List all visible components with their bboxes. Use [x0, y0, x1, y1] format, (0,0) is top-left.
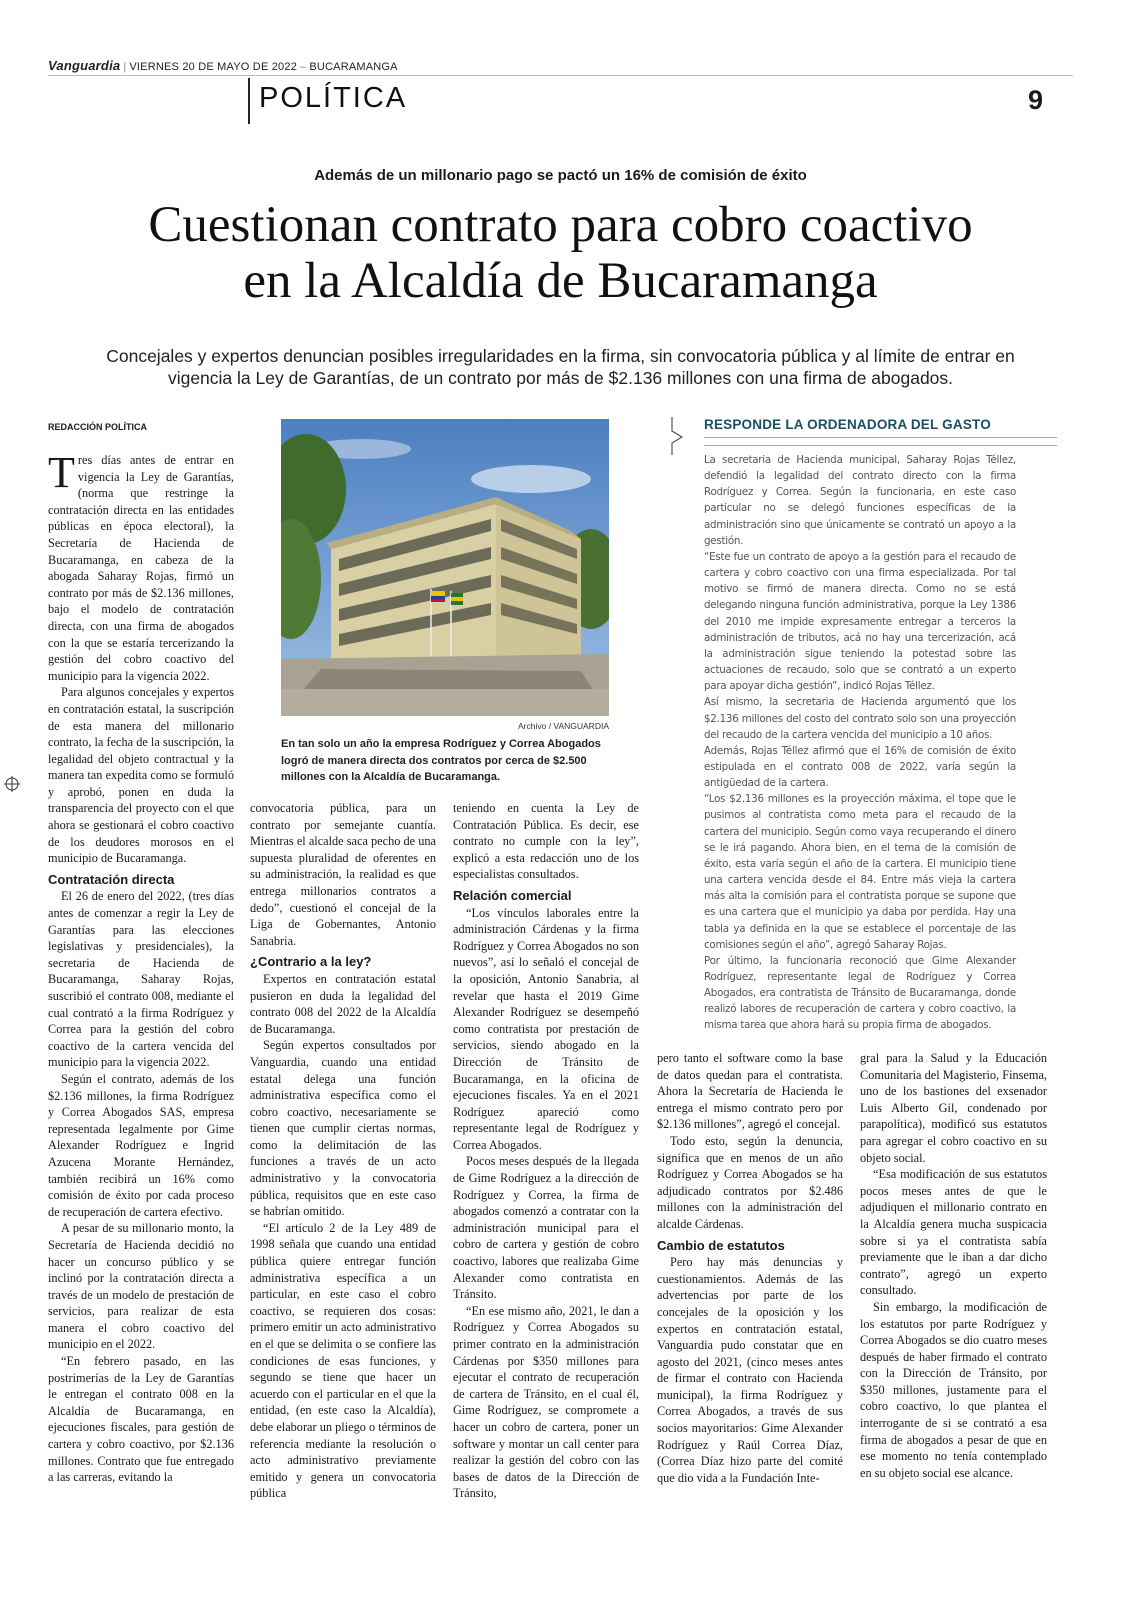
paragraph: Sin embargo, la modificación de los estatutos por parte Rodríguez y Correa Abogados se dio cuatro meses después de haber firmado el contrato con la Dirección de Tránsito, por $350 millones, justamente para el cobro coactivo, lo que plantea el interrogante de si se contrató a esa firma de abogados a pesar de que en ese momento no tenía contemplado en su objeto social ese alcance. [860, 1299, 1047, 1480]
section-label: POLÍTICA [259, 82, 408, 114]
sidebar-paragraph: Por último, la funcionaria reconoció que Gime Alexander Rodríguez, representante legal de Rodríguez y Correa Abogados, era contratista de Tránsito de Bucaramanga, donde realizó labores de recuperación de cartera y cobro coactivo, la misma tarea que ahora hará su propia firma de abogados. [704, 954, 1016, 1032]
subhead-cambio-de-estatutos: Cambio de estatutos [657, 1237, 785, 1253]
masthead-city: BUCARAMANGA [309, 61, 398, 73]
article-column-1 [48, 448, 234, 1486]
sidebar-paragraph: “Este fue un contrato de apoyo a la gestión para el recaudo de cartera y cobro coactivo con una firma especializada. Por tal motivo se firmó de manera directa. Como no se está delegando ninguna función administrativa, porque la Ley 1386 del 2010 me impide expresamente entregar a terceros la administración de tributos, acá no hay una tercerización, acá la administración sigue teniendo la potestad sobre las actuaciones de recaudo, solo que se contrató a un experto para apoyar dicha gestión”, indicó Rojas Téllez. [704, 550, 1016, 693]
paragraph: pero tanto el software como la base de datos quedan para el contratista. Ahora la Secretaría de Hacienda le entrega el mismo contrato pero por $2.136 millones”, agregó el concejal. [657, 1051, 843, 1132]
paragraph: “En febrero pasado, en las postrimerías de la Ley de Garantías le entregan el contrato 008 en la Alcaldía de Bucaramanga, en ejecuciones fiscales, para gestión de cartera y cobro coactivo, por $2.136 millones. Contrato que fue entregado a las carreras, evitando la [48, 1354, 234, 1485]
sidebar-body [704, 452, 1016, 1034]
sidebar-rule [704, 437, 1057, 438]
paragraph: Todo esto, según la denuncia, significa que en menos de un año Rodríguez y Correa Abogados se ha adjudicado contratos por $2.486 millones con la administración del alcalde Cárdenas. [657, 1133, 843, 1231]
brand-logo: Vanguardia [48, 58, 121, 73]
paragraph: “Esa modificación de sus estatutos pocos meses antes de que le adjudiquen el millonario contrato en la Alcaldía genera mucha suspicacia sobre si ya el contratista sabía previamente que le iban a dar dicho contrato”, agregó un experto consultado. [860, 1167, 1047, 1298]
page-number: 9 [1028, 85, 1044, 115]
paragraph: Pocos meses después de la llegada de Gime Rodríguez a la dirección de Rodríguez y Correa, la firma de abogados comenzó a contratar con la administración municipal para el cobro de cartera y gestión de cobro coactivo, labores que realizaba Gime Alexander como contratista en Tránsito. [453, 1154, 639, 1302]
paragraph: convocatoria pública, para un contrato por semejante cuantía. Mientras el alcalde saca pecho de una supuesta pluralidad de oferentes en su administración, la realidad es que entrega millonarios contratos a dedo”, cuestionó el concejal de la Liga de Gobernantes, Antonio Sanabria. [250, 801, 436, 948]
photo-caption: En tan solo un año la empresa Rodríguez y Correa Abogados logró de manera directa dos contratos por cerca de $2.500 millones con la Alcaldía de Bucaramanga. [281, 738, 601, 783]
paragraph: A pesar de su millonario monto, la Secretaría de Hacienda decidió no hacer un concurso público y se inclinó por la contratación directa a través de un modelo de prestación de servicios, para realizar de esta manera el cobro coactivo del municipio en el 2022. [48, 1221, 234, 1352]
section-divider [248, 78, 250, 124]
registration-mark-icon [4, 776, 20, 792]
kicker: Además de un millonario pago se pactó un 16% de comisión de éxito [314, 167, 807, 184]
article-column-4 [657, 1050, 843, 1486]
article-column-2 [250, 800, 436, 1502]
sidebar-paragraph: La secretaria de Hacienda municipal, Saharay Rojas Téllez, defendió la legalidad del contrato directo con la firma Rodríguez y Correa. Según la funcionaria, en este caso particular no se delegó funciones específicas de la administración sino que únicamente se contrató un apoyo a la gestión. [704, 454, 1016, 547]
subhead-contrario-a-la-ley: ¿Contrario a la ley? [250, 954, 372, 970]
paragraph: “El artículo 2 de la Ley 489 de 1998 señala que cuando una entidad pública quiere entregar función administrativa específica a un particular, en este caso el cobro coactivo, se requieren dos cosas: primero emitir un acto administrativo en el que se delimita o se confiere las condiciones de esas funciones, y segundo se tiene que hacer un acuerdo con el particular en el que la entidad, (en este caso la Alcaldía), debe elaborar un pliego o términos de referencia mediante la resolución o acto administrativo previamente emitido y genera un convocatoria pública [250, 1220, 436, 1501]
paragraph: gral para la Salud y la Educación Comunitaria del Magisterio, Finsema, uno de los bastiones del exsenador Luis Alberto Gil, condenado por parapolítica), modificó sus estatutos para agregar el cobro coactivo en su objeto social. [860, 1051, 1047, 1165]
sidebar-paragraph: Además, Rojas Téllez afirmó que el 16% de comisión de éxito estipulada en el contrato 008 de 2022, varía según la antigüedad de la cartera. [704, 744, 1016, 790]
photo-credit: Archivo / VANGUARDIA [517, 721, 609, 731]
headline-line-2: en la Alcaldía de Bucaramanga [243, 253, 878, 309]
paragraph: Expertos en contratación estatal pusieron en duda la legalidad del contrato 008 del 2022 de la Alcaldía de Bucaramanga. [250, 971, 436, 1036]
sidebar-bracket-icon [668, 415, 688, 455]
sidebar-rule [704, 445, 1057, 446]
header-rule [48, 75, 1073, 76]
paragraph: Pero hay más denuncias y cuestionamientos. Además de las advertencias por parte de los concejales de la oposición y los expertos en contratación estatal, Vanguardia pudo constatar que en agosto del 2021, (cinco meses antes de firmar el contrato con Hacienda municipal), la firma Rodríguez y Correa Abogados, a través de sus socios mayoritarios: Gime Alexander Rodríguez y Raúl Correa Díaz, (Correa Díaz hizo parte del comité que dio vida a la Fundación Inte- [657, 1255, 843, 1485]
headline [30, 197, 1091, 309]
paragraph: El 26 de enero del 2022, (tres días antes de comenzar a regir la Ley de Garantías para las elecciones legislativas y presidenciales), la secretaria de Hacienda de Bucaramanga, Saharay Rojas, suscribió el contrato 008, mediante el cual contrató a la firma Rodríguez y Correa para la gestión del cobro coactivo de la cartera vencida del municipio para la vigencia 2022. [48, 889, 234, 1070]
headline-line-1: Cuestionan contrato para cobro coactivo [148, 197, 973, 253]
paragraph: “En ese mismo año, 2021, le dan a Rodríguez y Correa Abogados su primer contrato en la administración Cárdenas por $350 millones para ejecutar el contrato de recuperación de cartera de Tránsito, en el cual él, Gime Rodríguez, se compromete a hacer un cobro de cartera, poner un software y montar un call center para realizar la gestión del cobro con las bases de datos de la Dirección de Tránsito, [453, 1303, 639, 1501]
byline: REDACCIÓN POLÍTICA [48, 422, 147, 432]
lead-paragraph: Tres días antes de entrar en vigencia la Ley de Garantías, (norma que restringe la contratación directa en las entidades públicas en época electoral), la Secretaría de Hacienda de Bucaramanga, en cabeza de la abogada Saharay Rojas, firmó un contrato por más de $2.136 millones, bajo el modelo de contratación directa, con una firma de abogados con la que se estaría tercerizando la gestión del cobro coactivo del municipio para la vigencia 2022. [48, 448, 234, 683]
article-column-3 [453, 800, 639, 1502]
paragraph: Según expertos consultados por Vanguardia, cuando una entidad estatal delega una función administrativa específica como el cobro coactivo, necesariamente se tienen que cumplir ciertas normas, como la delimitación de las funciones a través de un acto administrativo y la convocatoria pública, requisitos que en este caso se habrían omitido. [250, 1038, 436, 1219]
paragraph: Para algunos concejales y expertos en contratación estatal, la suscripción de esta manera del millonario contrato, la fecha de la suscripción, la legalidad del objeto contractual y la manera tan expedita como se formuló y aprobó, ponen en duda la transparencia del proyecto con el que ahora se gestionará el cobro coactivo de los deudores morosos en el municipio de Bucaramanga. [48, 685, 234, 866]
subhead-relacion-comercial: Relación comercial [453, 887, 572, 903]
article-photo [281, 419, 609, 716]
sidebar-paragraph: “Los $2.136 millones es la proyección máxima, el tope que le pusimos al contratista como meta para el recaudo de la cartera del municipio. Según como vaya recuperando el dinero se le irá pagando. Ahora bien, en el tema de la comisión de éxito, esta varía según el año de la cartera. El municipio tiene una cartera vencida desde el 84. Entre más vieja la cartera más alta la comisión para el contratista porque se supone que es una cartera que el municipio ya daba por perdida. Hay una tabla ya definida en la que se establece el porcentaje de las comisiones según el año”, agregó Saharay Rojas. [704, 793, 1016, 951]
dek: Concejales y expertos denuncian posibles irregularidades en la firma, sin convocatoria pública y al límite de entrar en vigencia la Ley de Garantías, de un contrato por más de $2.136 millones con una firma de abogados. [106, 346, 1015, 388]
paragraph: Según el contrato, además de los $2.136 millones, la firma Rodríguez y Correa Abogados SAS, empresa representada legalmente por Gime Alexander Rodríguez e Ingrid Azucena Morante Hernández, también recibirá un 16% como comisión de éxito por cada proceso de recuperación de cartera efectivo. [48, 1071, 234, 1219]
article-column-5 [860, 1050, 1047, 1481]
drop-cap: T [48, 448, 75, 497]
masthead: Vanguardia | VIERNES 20 DE MAYO DE 2022 – BUCARAMANGA [48, 58, 398, 73]
masthead-date: VIERNES 20 DE MAYO DE 2022 [129, 61, 298, 73]
sidebar-title: RESPONDE LA ORDENADORA DEL GASTO [704, 417, 991, 432]
sidebar-paragraph: Así mismo, la secretaria de Hacienda argumentó que los $2.136 millones del costo del contrato solo son una proyección del recaudo de la cartera vencida del municipio a 10 años. [704, 696, 1016, 741]
paragraph: “Los vínculos laborales entre la administración Cárdenas y la firma Rodríguez y Correa Abogados no son nuevos”, así lo señaló el concejal de la oposición, Antonio Sanabria, al revelar que hasta el 2019 Gime Alexander Rodríguez se desempeñó como contratista por prestación de servicios, siendo abogado en la Dirección de Tránsito de Bucaramanga, en la oficina de ejecuciones fiscales. Ya en el 2021 Rodríguez apareció como representante legal de Rodríguez y Correa Abogados. [453, 905, 639, 1152]
subhead-contratacion-directa: Contratación directa [48, 871, 175, 887]
paragraph: teniendo en cuenta la Ley de Contratación Pública. Es decir, ese contrato no cumple con la ley”, explicó a esta redacción uno de los especialistas consultados. [453, 801, 639, 882]
